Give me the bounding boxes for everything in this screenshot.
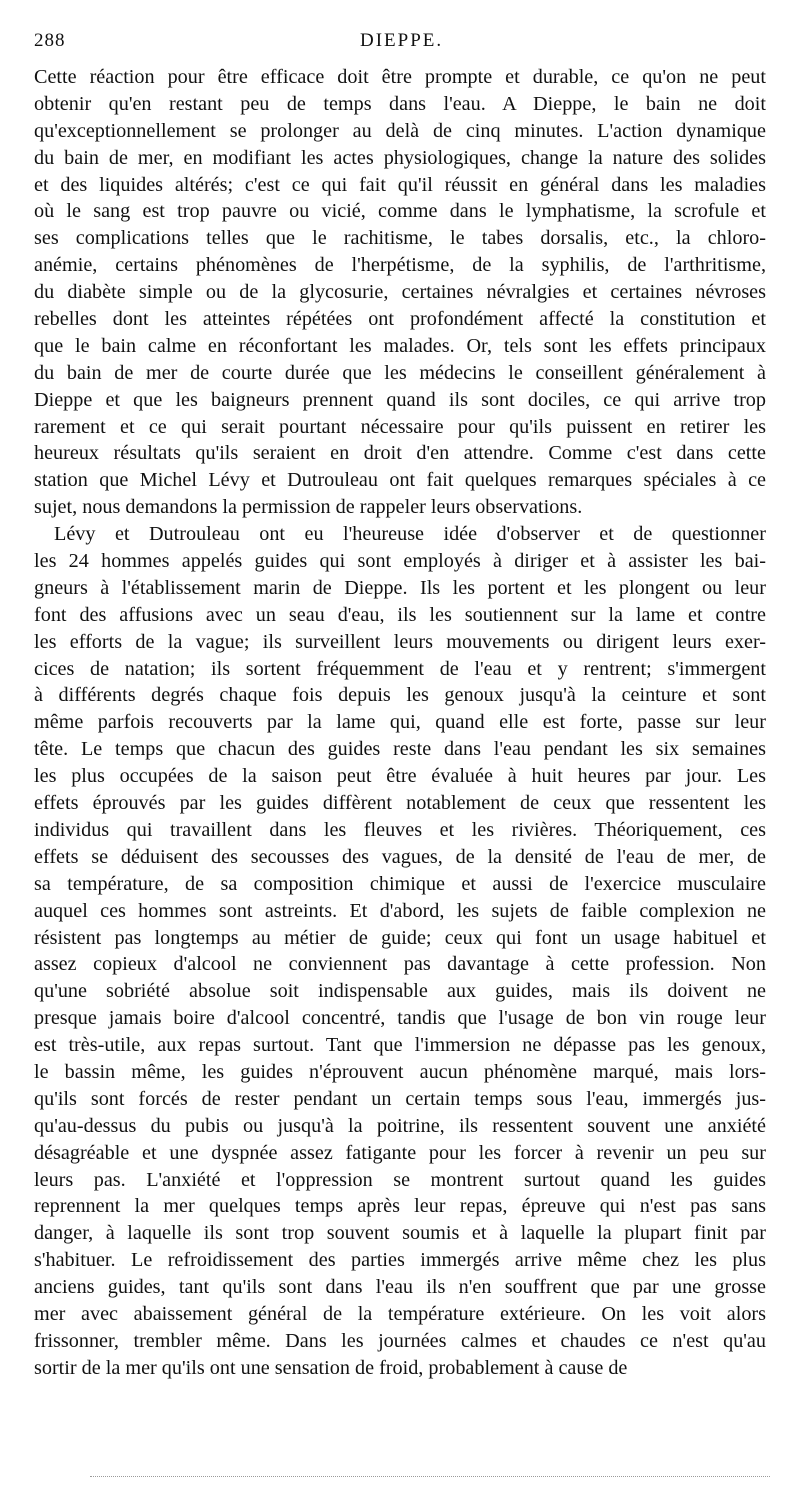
text-line: Cette réaction pour être efficace doit être prompte et durable, ce qu'on ne peut bbox=[34, 66, 766, 88]
text-line: s'habituer. Le refroidissement des parties immergés arrive même chez les plus bbox=[34, 1249, 766, 1272]
text-line: du bain de mer de courte durée que les médecins le conseillent généralement à bbox=[34, 361, 766, 384]
text-line: désagréable et une dyspnée assez fatigante pour les forcer à revenir un peu sur bbox=[34, 1141, 766, 1164]
text-line: les efforts de la vague; ils surveillent leurs mouvements ou dirigent leurs exer- bbox=[34, 630, 766, 653]
running-head: DIEPPE. bbox=[360, 30, 444, 51]
scan-artifact bbox=[90, 1476, 770, 1479]
text-line: le bassin même, les guides n'éprouvent aucun phénomène marqué, mais lors- bbox=[34, 1060, 766, 1083]
text-line: effets se déduisent des secousses des vagues, de la densité de l'eau de mer, de bbox=[34, 845, 766, 868]
text-line: sujet, nous demandons la permission de rappeler leurs observations. bbox=[34, 496, 583, 519]
text-line: heureux résultats qu'ils seraient en droit d'en attendre. Comme c'est dans cette bbox=[34, 442, 766, 465]
page-number: 288 bbox=[34, 30, 66, 51]
text-line: du diabète simple ou de la glycosurie, certaines névralgies et certaines névroses bbox=[34, 281, 766, 304]
paragraph bbox=[34, 521, 766, 1382]
text-line: qu'exceptionnellement se prolonger au delà de cinq minutes. L'action dynamique bbox=[34, 119, 766, 142]
text-line: danger, à laquelle ils sont trop souvent soumis et à laquelle la plupart finit par bbox=[34, 1222, 766, 1245]
text-line: mer avec abaissement général de la température extérieure. On les voit alors bbox=[34, 1302, 766, 1325]
text-line: presque jamais boire d'alcool concentré, tandis que l'usage de bon vin rouge leur bbox=[34, 1007, 766, 1030]
text-line: Dieppe et que les baigneurs prennent quand ils sont dociles, ce qui arrive trop bbox=[34, 388, 766, 411]
text-line: tête. Le temps que chacun des guides reste dans l'eau pendant les six semaines bbox=[34, 738, 766, 761]
body-text bbox=[34, 64, 766, 1382]
text-line: qu'une sobriété absolue soit indispensable aux guides, mais ils doivent ne bbox=[34, 980, 766, 1003]
text-line: que le bain calme en réconfortant les malades. Or, tels sont les effets principaux bbox=[34, 334, 766, 357]
text-line: à différents degrés chaque fois depuis les genoux jusqu'à la ceinture et sont bbox=[34, 684, 766, 707]
text-line: où le sang est trop pauvre ou vicié, comme dans le lymphatisme, la scrofule et bbox=[34, 200, 766, 223]
text-line: station que Michel Lévy et Dutrouleau ont fait quelques remarques spéciales à ce bbox=[34, 469, 766, 492]
text-line: du bain de mer, en modifiant les actes physiologiques, change la nature des solides bbox=[34, 146, 766, 169]
page-header bbox=[34, 30, 766, 56]
text-line: auquel ces hommes sont astreints. Et d'abord, les sujets de faible complexion ne bbox=[34, 899, 766, 922]
text-line: et des liquides altérés; c'est ce qui fait qu'il réussit en général dans les maladies bbox=[34, 173, 766, 196]
text-line: qu'au-dessus du pubis ou jusqu'à la poitrine, ils ressentent souvent une anxiété bbox=[34, 1114, 766, 1137]
text-line: même parfois recouverts par la lame qui, quand elle est forte, passe sur leur bbox=[34, 711, 766, 734]
text-line: anciens guides, tant qu'ils sont dans l'eau ils n'en souffrent que par une grosse bbox=[34, 1276, 766, 1299]
text-line: ses complications telles que le rachitisme, le tabes dorsalis, etc., la chloro- bbox=[34, 227, 766, 250]
text-line: anémie, certains phénomènes de l'herpétisme, de la syphilis, de l'arthritisme, bbox=[34, 254, 766, 277]
text-line: rarement et ce qui serait pourtant nécessaire pour qu'ils puissent en retirer les bbox=[34, 415, 766, 438]
text-line: résistent pas longtemps au métier de guide; ceux qui font un usage habituel et bbox=[34, 926, 766, 949]
paragraph bbox=[34, 64, 766, 521]
text-line: les plus occupées de la saison peut être évaluée à huit heures par jour. Les bbox=[34, 765, 766, 788]
text-line: font des affusions avec un seau d'eau, ils les soutiennent sur la lame et contre bbox=[34, 603, 766, 626]
text-line: effets éprouvés par les guides diffèrent notablement de ceux que ressentent les bbox=[34, 792, 766, 815]
text-line: Lévy et Dutrouleau ont eu l'heureuse idée d'observer et de questionner bbox=[54, 523, 766, 546]
text-line: rebelles dont les atteintes répétées ont profondément affecté la constitution et bbox=[34, 308, 766, 331]
text-line: les 24 hommes appelés guides qui sont employés à diriger et à assister les bai- bbox=[34, 550, 766, 573]
text-line: est très-utile, aux repas surtout. Tant que l'immersion ne dépasse pas les genoux, bbox=[34, 1034, 766, 1057]
text-line: obtenir qu'en restant peu de temps dans l'eau. A Dieppe, le bain ne doit bbox=[34, 92, 766, 115]
text-line: reprennent la mer quelques temps après leur repas, épreuve qui n'est pas sans bbox=[34, 1195, 766, 1218]
book-page bbox=[34, 30, 766, 1382]
text-line: sa température, de sa composition chimique et aussi de l'exercice musculaire bbox=[34, 872, 766, 895]
text-line: individus qui travaillent dans les fleuves et les rivières. Théoriquement, ces bbox=[34, 818, 766, 841]
text-line: leurs pas. L'anxiété et l'oppression se montrent surtout quand les guides bbox=[34, 1168, 766, 1191]
text-line: gneurs à l'établissement marin de Dieppe. Ils les portent et les plongent ou leur bbox=[34, 576, 766, 599]
text-line: frissonner, trembler même. Dans les journées calmes et chaudes ce n'est qu'au bbox=[34, 1329, 766, 1352]
text-line: cices de natation; ils sortent fréquemment de l'eau et y rentrent; s'immergent bbox=[34, 657, 766, 680]
text-line: qu'ils sont forcés de rester pendant un certain temps sous l'eau, immergés jus- bbox=[34, 1087, 766, 1110]
text-line: assez copieux d'alcool ne conviennent pas davantage à cette profession. Non bbox=[34, 953, 766, 976]
text-line: sortir de la mer qu'ils ont une sensation de froid, probablement à cause de bbox=[34, 1356, 628, 1379]
